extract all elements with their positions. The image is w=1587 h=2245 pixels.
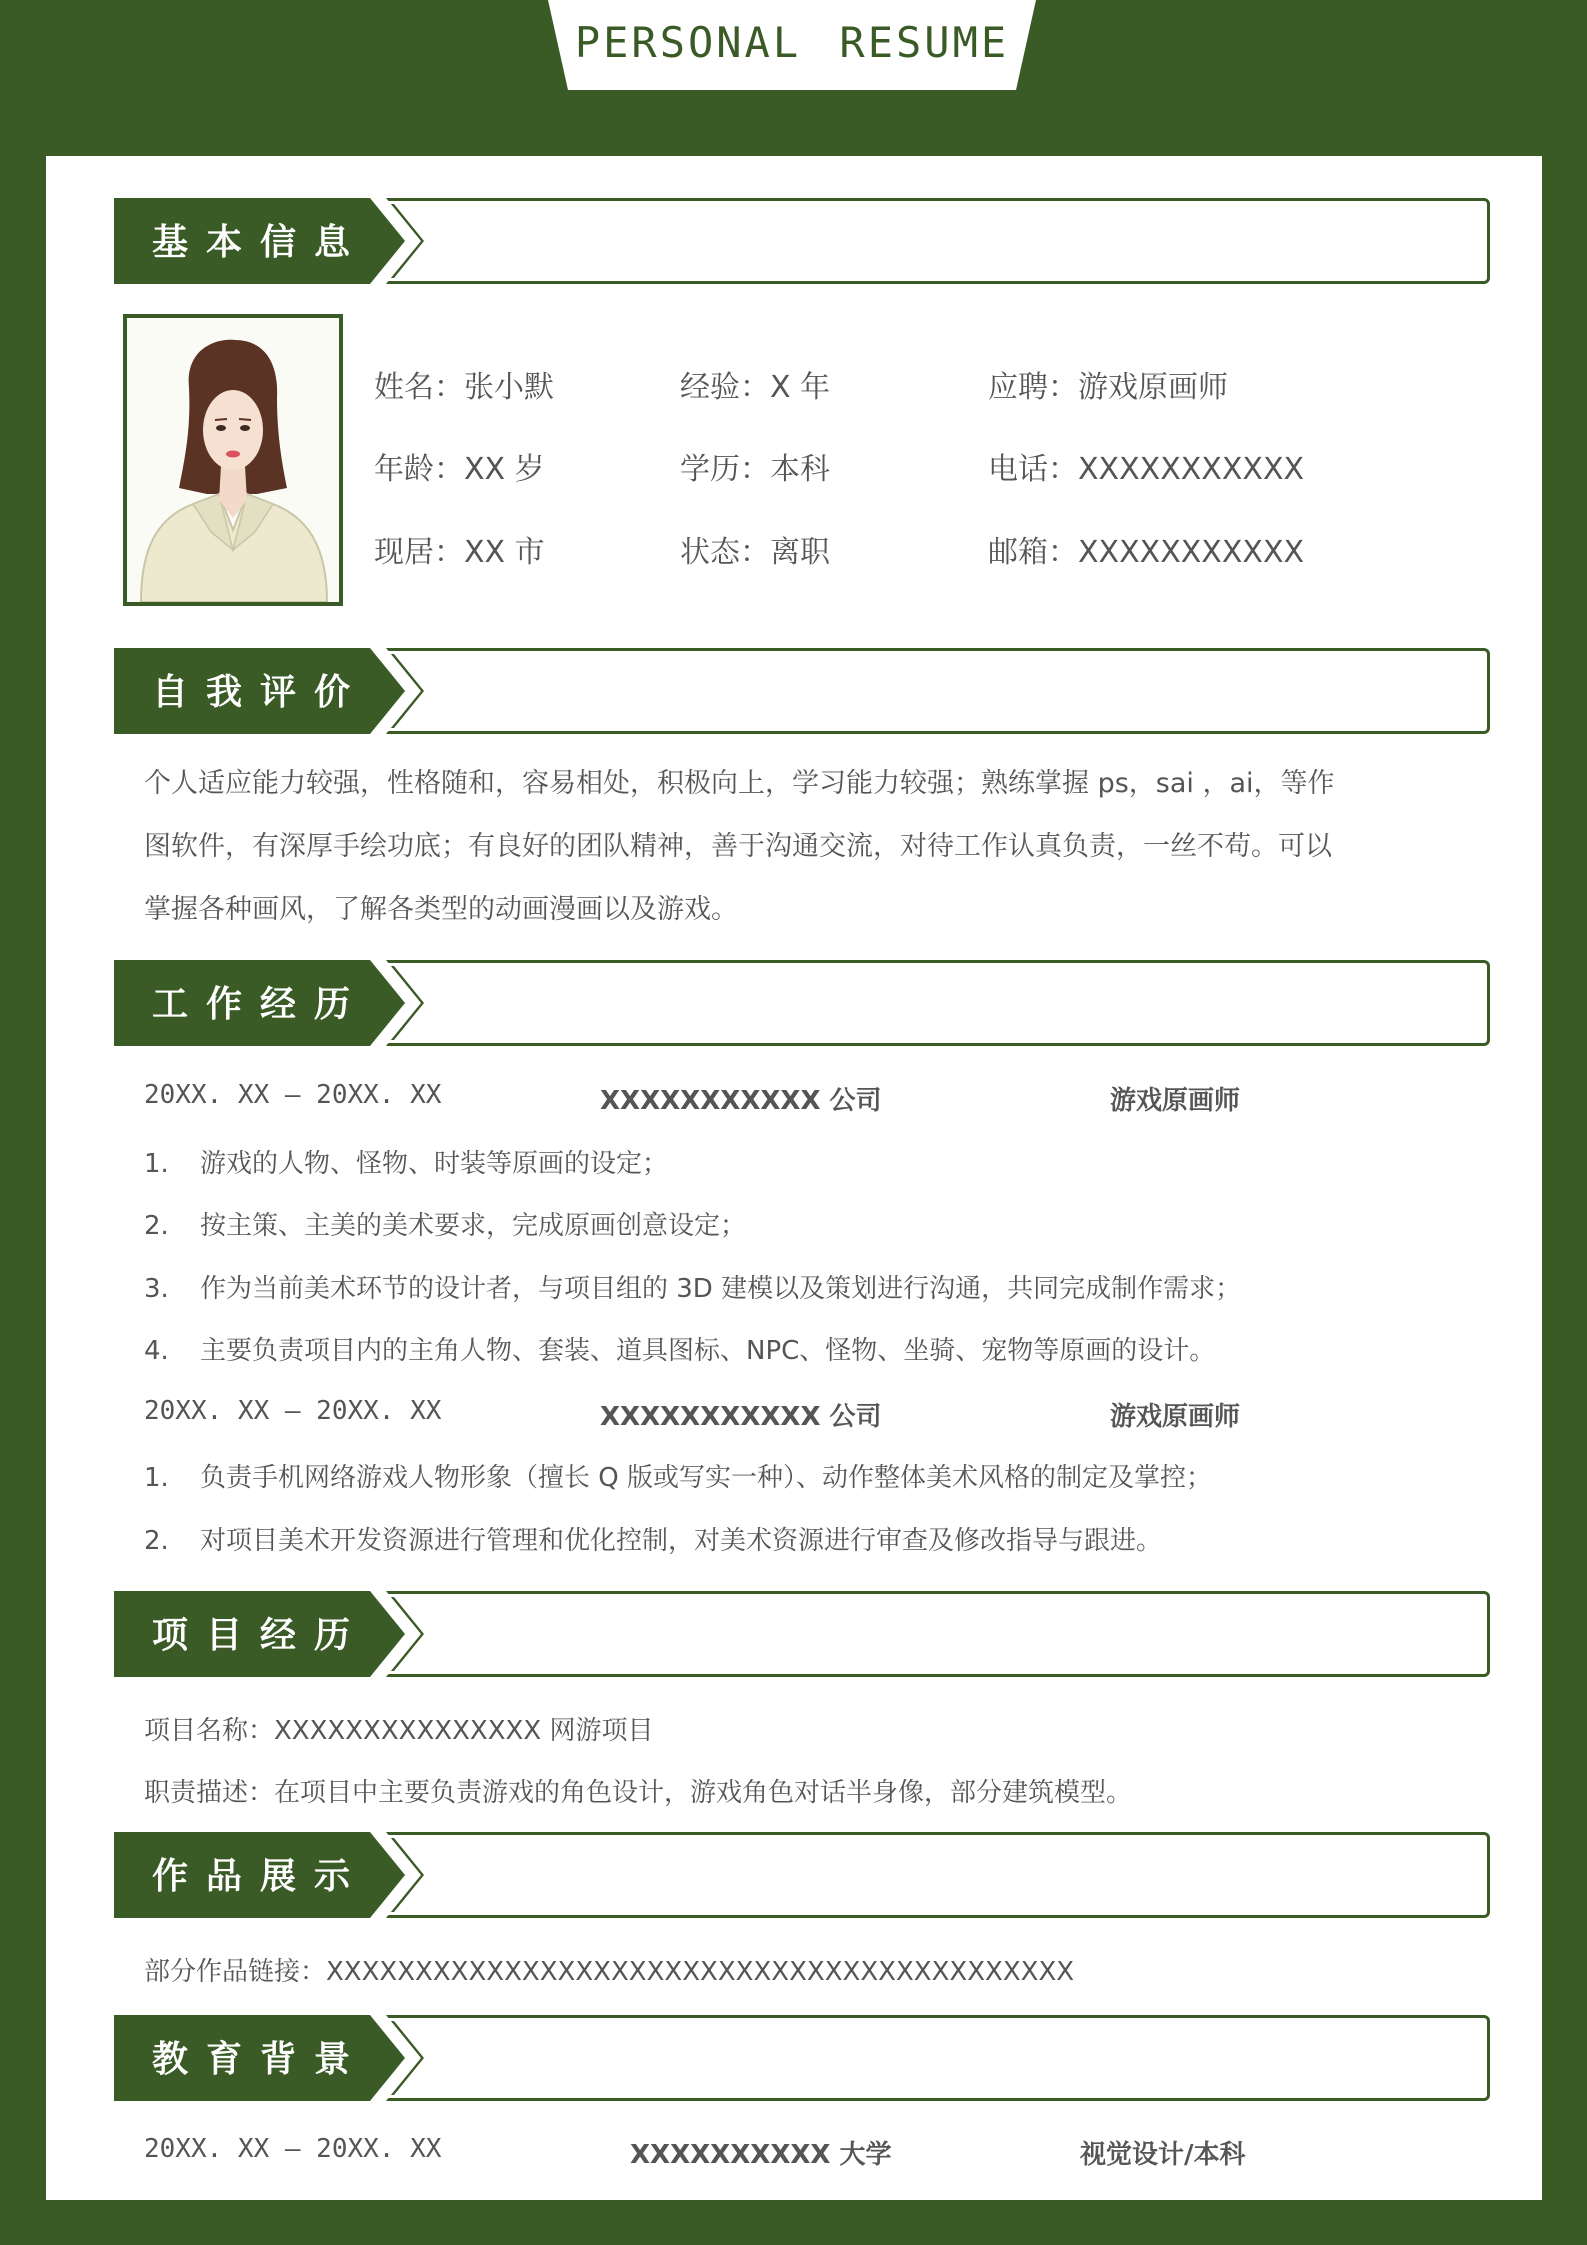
work-company: XXXXXXXXXXX 公司 [600,1402,882,1432]
section-title-project: 项目经历 [152,1615,369,1656]
work-role: 游戏原画师 [1110,1086,1241,1116]
self-eval-line: 个人适应能力较强，性格随和，容易相处，积极向上，学习能力较强；熟练掌握 ps，sai ，ai，等作 [144,768,1335,799]
section-header-project [114,1591,1490,1677]
education-period: 20XX. XX – 20XX. XX [144,2134,442,2164]
list-item: 2. 按主策、主美的美术要求，完成原画创意设定； [144,1211,747,1241]
section-title-works: 作品展示 [152,1856,369,1897]
work-company: XXXXXXXXXXX 公司 [600,1086,882,1116]
project-name: 项目名称：XXXXXXXXXXXXXXX 网游项目 [144,1716,654,1746]
work-period: 20XX. XX – 20XX. XX [144,1080,442,1110]
section-title-work: 工作经历 [152,984,369,1025]
info-position: 应聘：游戏原画师 [988,370,1228,405]
work-period: 20XX. XX – 20XX. XX [144,1396,442,1426]
section-header-education [114,2015,1490,2101]
avatar [123,314,343,606]
education-major: 视觉设计/本科 [1080,2140,1246,2170]
list-item: 1. 负责手机网络游戏人物形象（擅长 Q 版或写实一种）、动作整体美术风格的制定及掌控； [144,1463,1212,1493]
page-title: PERSONAL RESUME [574,18,1010,67]
work-role: 游戏原画师 [1110,1402,1241,1432]
section-title-self: 自我评价 [152,672,369,713]
section-header-basic [114,198,1490,284]
info-phone: 电话：XXXXXXXXXXX [988,452,1305,487]
section-title-basic: 基本信息 [152,222,369,263]
project-description: 职责描述：在项目中主要负责游戏的角色设计，游戏角色对话半身像，部分建筑模型。 [144,1778,1133,1808]
works-link[interactable]: 部分作品链接：XXXXXXXXXXXXXXXXXXXXXXXXXXXXXXXXXXXXXXXXXX [144,1957,1075,1987]
section-header-work [114,960,1490,1046]
section-title-education: 教育背景 [152,2039,369,2080]
list-item: 2. 对项目美术开发资源进行管理和优化控制，对美术资源进行审查及修改指导与跟进。 [144,1526,1163,1556]
list-item: 4. 主要负责项目内的主角人物、套装、道具图标、NPC、怪物、坐骑、宠物等原画的设计。 [144,1336,1216,1366]
info-status: 状态：离职 [680,535,830,570]
self-eval-paragraph [144,752,1444,941]
self-eval-line: 图软件，有深厚手绘功底；有良好的团队精神，善于沟通交流，对待工作认真负责，一丝不苟。可以 [144,831,1332,862]
info-experience: 经验：X 年 [680,370,831,405]
info-age: 年龄：XX 岁 [374,452,545,487]
education-school: XXXXXXXXXX 大学 [630,2140,892,2170]
info-city: 现居：XX 市 [374,535,545,570]
self-eval-line: 掌握各种画风，了解各类型的动画漫画以及游戏。 [144,894,738,925]
avatar-portrait-icon [127,318,339,602]
section-header-works [114,1832,1490,1918]
list-item: 3. 作为当前美术环节的设计者，与项目组的 3D 建模以及策划进行沟通，共同完成制作需求； [144,1274,1242,1304]
info-email: 邮箱：XXXXXXXXXXX [988,535,1305,570]
list-item: 1. 游戏的人物、怪物、时装等原画的设定； [144,1149,669,1179]
title-tab [548,0,1036,90]
info-name: 姓名：张小默 [374,370,554,405]
info-degree: 学历：本科 [680,452,830,487]
section-header-self [114,648,1490,734]
